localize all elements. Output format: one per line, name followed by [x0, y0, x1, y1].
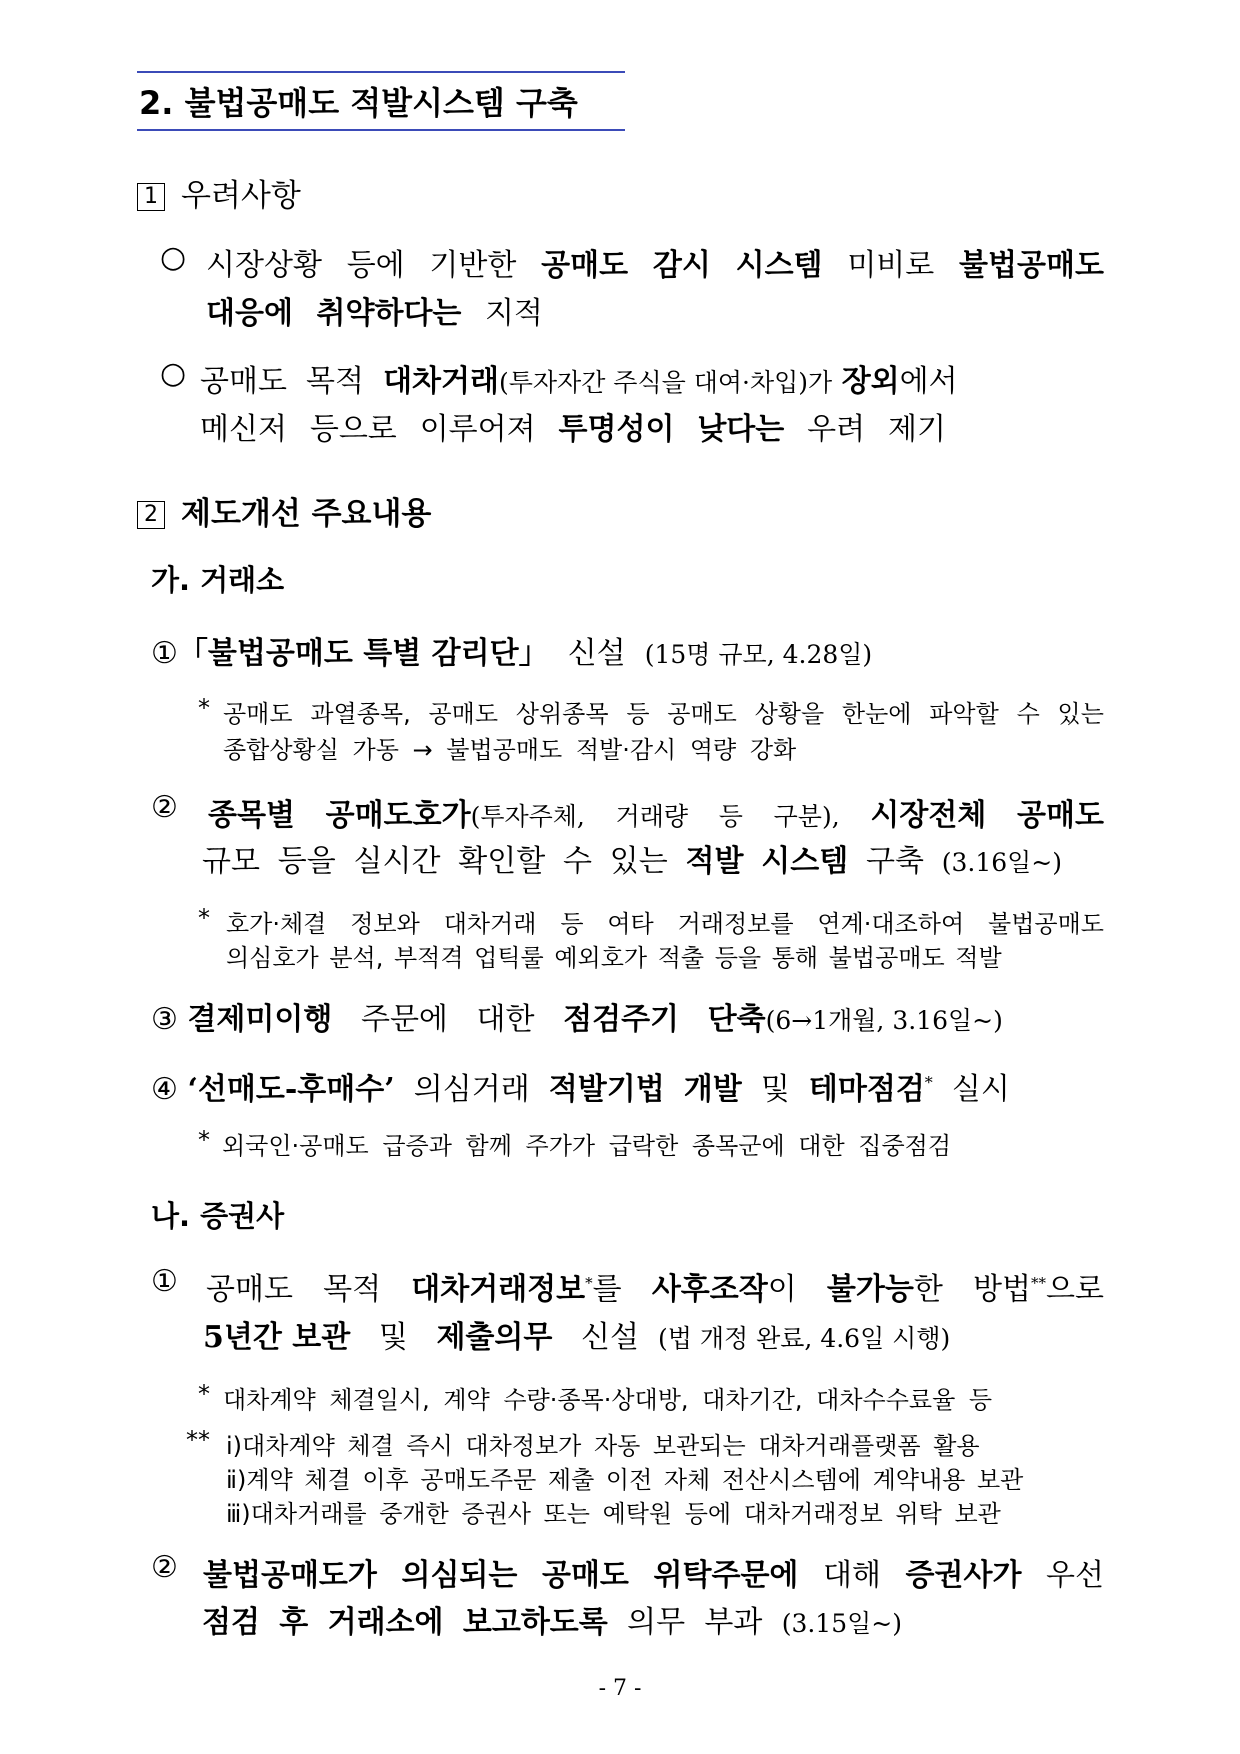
concerns-bullet-2-marker: ○: [160, 356, 187, 391]
word: 구축: [865, 844, 924, 879]
number-box-1: 1: [137, 183, 165, 211]
footnote-star: *: [924, 1073, 933, 1092]
word: 수: [1016, 700, 1040, 728]
law-detail: (법 개정 완료, 4.6일 시행): [658, 1324, 951, 1353]
word: 목적: [323, 1272, 382, 1307]
securities-item1-line1: [206, 1264, 1104, 1308]
securities-item2-line1: [203, 1550, 1104, 1594]
note-marker: *: [198, 1126, 210, 1154]
exchange-item4-note: 외국인·공매도 급증과 함께 주가가 급락한 종목군에 대한 집중점검: [222, 1132, 951, 1160]
marker: ④: [151, 1072, 178, 1107]
footnote-star: *: [585, 1274, 593, 1292]
concerns-item2-line2: [200, 404, 946, 448]
word: 호가·체결: [226, 910, 327, 938]
word: 등을: [277, 844, 336, 879]
word-bold: 공매도: [1017, 798, 1104, 833]
word: 우려: [807, 412, 866, 447]
word: (3.16일~): [941, 848, 1062, 877]
exchange-item1: [151, 628, 872, 672]
word: 확인할: [458, 844, 546, 879]
word-bold: 투명성이: [558, 412, 675, 447]
exchange-item1-note-line2: 종합상황실 가동 → 불법공매도 적발·감시 역량 강화: [223, 736, 797, 764]
concerns-item2-line1: [200, 356, 958, 400]
word-bold: 점검: [202, 1605, 260, 1640]
word-bold: 사후조작: [651, 1272, 768, 1307]
word: 및: [760, 1072, 790, 1107]
marker: ②: [151, 1550, 178, 1585]
word-bold: 증권사가: [905, 1558, 1022, 1593]
word: 우선: [1046, 1558, 1104, 1593]
word: 등: [626, 700, 650, 728]
word: 정보와: [350, 910, 420, 938]
word: 기반한: [429, 248, 517, 283]
word-bold: 후: [279, 1605, 309, 1640]
securities-item1-note2-line3: ⅲ)대차거래를 중개한 증권사 또는 예탁원 등에 대차거래정보 위탁 보관: [226, 1500, 1001, 1528]
improvements-heading-text: 제도개선 주요내용: [181, 496, 432, 532]
word: 대차거래: [443, 910, 537, 938]
word: 공매도: [206, 1272, 293, 1307]
word: 과열종목,: [310, 700, 411, 728]
securities-item1-note1: 대차계약 체결일시, 계약 수량·종목·상대방, 대차기간, 대차수수료율 등: [223, 1386, 993, 1414]
word: 신설: [567, 636, 626, 671]
footnote-star: **: [1030, 1274, 1046, 1292]
word: 한: [913, 1272, 943, 1307]
exchange-heading: 가. 거래소: [151, 563, 285, 597]
word: 이루어져: [419, 412, 536, 447]
word: 있는: [1057, 700, 1104, 728]
word-bold: 보고하도록: [462, 1605, 608, 1640]
page-number: - 7 -: [598, 1676, 642, 1701]
marker: ②: [151, 790, 178, 825]
marker: ①: [151, 1264, 178, 1299]
word: 지적: [484, 296, 543, 331]
exchange-item2-line2: [202, 836, 1062, 880]
word-bold: 대응에: [206, 296, 293, 331]
marker: ③: [151, 1002, 178, 1037]
word-bold: 불법공매도: [959, 248, 1104, 283]
word-bold: 의심되는: [401, 1558, 518, 1593]
word: (6→1개월, 3.16일~): [765, 1006, 1003, 1035]
word-bold: 공매도: [541, 248, 629, 283]
word: 한눈에: [841, 700, 912, 728]
exchange-item4: [151, 1064, 1010, 1108]
number-box-2: 2: [137, 501, 165, 529]
word-bold: 점검주기: [563, 1002, 680, 1037]
section-title: 2. 불법공매도 적발시스템 구축: [139, 84, 578, 122]
word: 대해: [822, 1558, 881, 1593]
word-bold: 시장전체: [870, 798, 987, 833]
word-bold: 불법공매도가: [203, 1558, 377, 1593]
securities-item1-note2-line1: ⅰ)대차계약 체결 즉시 대차정보가 자동 보관되는 대차거래플랫폼 활용: [226, 1432, 980, 1460]
word-bold: 시스템: [735, 248, 823, 283]
word: 거래량: [615, 802, 689, 831]
word: 거래정보를: [677, 910, 794, 938]
word-bold: 적발기법: [548, 1072, 665, 1107]
note-marker: *: [198, 904, 210, 932]
word: 파악할: [929, 700, 999, 728]
word: 시장상황: [206, 248, 322, 283]
word: 공매도: [223, 700, 293, 728]
concerns-bullet-1-marker: ○: [160, 240, 187, 275]
word: 의심거래: [413, 1072, 530, 1107]
word: 상위종목: [515, 700, 609, 728]
word: 규모: [202, 844, 260, 879]
securities-item2-line2: [202, 1597, 902, 1641]
word-bold: 공매도: [541, 1558, 629, 1593]
marker: ①: [151, 636, 178, 671]
exchange-item2-note-line1: [226, 904, 1104, 939]
word: 제기: [888, 412, 946, 447]
task-force-title: 「불법공매도 특별 감리단」: [177, 636, 549, 671]
word: 연계·대조하여: [817, 910, 965, 938]
word-bold: 취약하다는: [316, 296, 462, 331]
concerns-item1-line1: [206, 240, 1104, 284]
word: 불법공매도: [988, 910, 1104, 938]
word-bold: 공매도호가: [325, 798, 471, 833]
word-bold: 제출의무: [436, 1320, 553, 1355]
word: 및: [378, 1320, 408, 1355]
word: 메신저: [200, 412, 287, 447]
word: 등에: [346, 248, 405, 283]
word: 으로: [1045, 1272, 1104, 1307]
word: 실시간: [353, 844, 441, 879]
word-bold: 낮다는: [697, 412, 785, 447]
exchange-item2-note-line2: 의심호가 분석, 부적격 업틱룰 예외호가 적출 등을 통해 불법공매도 적발: [226, 944, 1002, 972]
securities-item1-line2: [203, 1312, 950, 1356]
word-bold: 대차거래정보: [411, 1272, 586, 1307]
word: 공매도: [667, 700, 737, 728]
word-bold: 위탁주문에: [653, 1558, 799, 1593]
word: 에서: [899, 364, 958, 399]
exchange-item3: [151, 994, 1003, 1038]
word-bold: 적발: [685, 844, 744, 879]
word: 목적: [306, 364, 364, 399]
word: 이: [767, 1272, 797, 1307]
exchange-item2-line1: [208, 790, 1104, 834]
concerns-heading-text: 우려사항: [181, 178, 301, 214]
word: 구분),: [773, 802, 840, 831]
word: (3.15일~): [781, 1609, 902, 1638]
word: 등으로: [309, 412, 397, 447]
word: 부과: [704, 1605, 763, 1640]
concerns-item1-line2: [206, 288, 543, 332]
word: 여타: [607, 910, 654, 938]
securities-item1-note2-line2: ⅱ)계약 체결 이후 공매도주문 제출 이전 자체 전산시스템에 계약내용 보관: [226, 1466, 1024, 1494]
word: 대한: [476, 1002, 535, 1037]
task-force-detail: (15명 규모, 4.28일): [644, 640, 873, 669]
word: 상황을: [754, 700, 825, 728]
word-bold: 개발: [683, 1072, 742, 1107]
word: 등: [718, 802, 743, 831]
word: 방법: [973, 1272, 1031, 1307]
word-bold: 불가능: [826, 1272, 914, 1307]
word: 실시: [951, 1072, 1010, 1107]
word-bold: ‘선매도-후매수’: [187, 1072, 395, 1107]
word-bold: 5년간 보관: [203, 1320, 351, 1355]
word-bold: 거래소에: [327, 1605, 444, 1640]
concerns-heading: [137, 170, 301, 215]
note-marker-double: **: [186, 1426, 210, 1454]
exchange-item1-note-line1: [223, 694, 1104, 729]
word-bold: 단축: [707, 1002, 766, 1037]
word: 등: [560, 910, 584, 938]
word: 주문에: [360, 1002, 448, 1037]
word-bold: 종목별: [208, 798, 295, 833]
word: 있는: [609, 844, 668, 879]
word-bold: 테마점검: [808, 1072, 925, 1107]
securities-heading: 나. 증권사: [151, 1199, 285, 1233]
word-bold: 시스템: [761, 844, 849, 879]
loan-explain: (투자자간 주식을 대여·차입)가: [499, 368, 833, 397]
improvements-heading: [137, 488, 431, 533]
word-bold: 장외: [841, 364, 900, 399]
word: (투자주체,: [470, 802, 585, 831]
word: 를: [592, 1272, 622, 1307]
word: 의무: [627, 1605, 686, 1640]
word: 신설: [580, 1320, 639, 1355]
word-bold: 감시: [652, 248, 711, 283]
word-bold: 대차거래: [383, 364, 499, 399]
word: 공매도: [428, 700, 499, 728]
word: 공매도: [200, 364, 287, 399]
word: 미비로: [847, 248, 935, 283]
word-bold: 결제미이행: [187, 1002, 333, 1037]
word: 수: [562, 844, 592, 879]
note-marker: *: [198, 694, 210, 722]
note-marker: *: [198, 1380, 210, 1408]
